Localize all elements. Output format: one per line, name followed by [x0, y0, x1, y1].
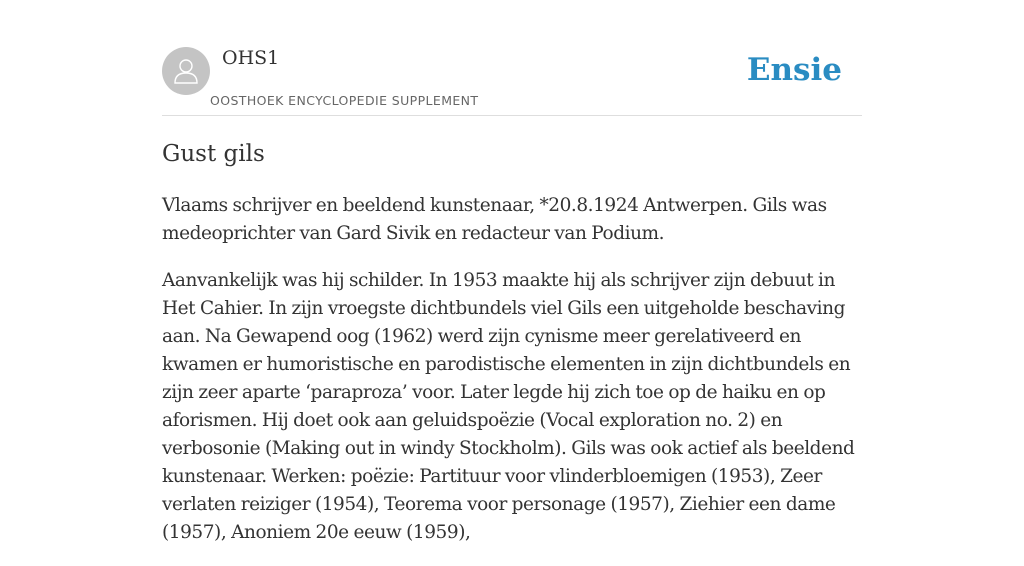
user-icon [171, 56, 201, 86]
article-body [162, 192, 862, 566]
article-paragraph: Aanvankelijk was hij schilder. In 1953 maakte hij als schrijver zijn debuut in Het Cahier. In zijn vroegste dichtbundels viel Gils een uitgeholde beschaving aan. Na Gewapend oog (1962) werd zijn cynisme meer gerelativeerd en kwamen er humoristische en parodistische elementen in zijn dichtbundels en zijn zeer aparte ‘paraproza’ voor. Later legde hij zich toe op de haiku en op aforismen. Hij doet ook aan geluidspoëzie (Vocal exploration no. 2) en verbosonie (Making out in windy Stockholm). Gils was ook actief als beeldend kunstenaar. Werken: poëzie: Partituur voor vlinderbloemigen (1953), Zeer verlaten reiziger (1954), Teorema voor personage (1957), Ziehier een dame (1957), Anoniem 20e eeuw (1959), [162, 270, 855, 543]
entry-header [162, 0, 862, 116]
page-container [162, 0, 862, 543]
ensie-logo[interactable]: Ensie [746, 52, 842, 88]
page-title: Gust gils [162, 141, 265, 167]
article-paragraph: Vlaams schrijver en beeldend kunstenaar, *20.8.1924 Antwerpen. Gils was medeoprichter van Gard Sivik en redacteur van Podium. [162, 195, 827, 244]
author-username[interactable]: OHS1 [222, 47, 280, 69]
avatar[interactable] [162, 47, 210, 95]
source-label[interactable]: OOSTHOEK ENCYCLOPEDIE SUPPLEMENT [210, 93, 479, 108]
